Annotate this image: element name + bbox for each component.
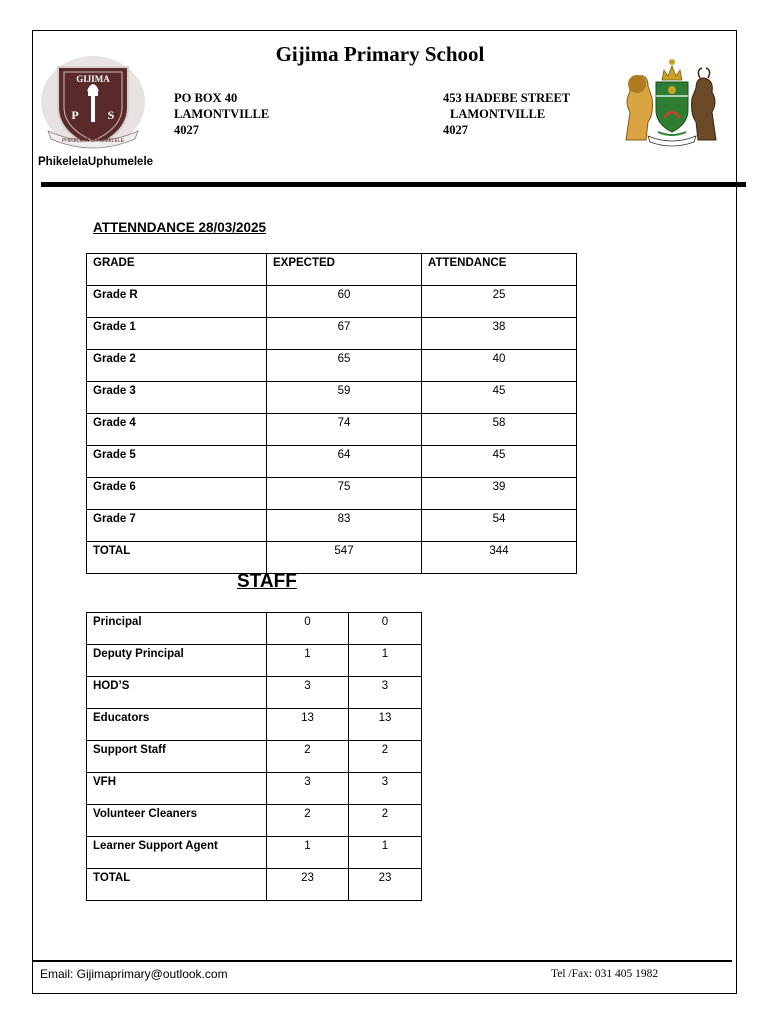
- grade-label: Grade 5: [87, 446, 267, 478]
- table-row: [87, 510, 577, 542]
- staff-present: 13: [349, 709, 422, 741]
- grade-label: Grade R: [87, 286, 267, 318]
- staff-expected: 2: [267, 805, 349, 837]
- table-total-row: [87, 869, 422, 901]
- table-total-row: [87, 542, 577, 574]
- wildebeest-icon: [692, 68, 717, 140]
- table-row: [87, 677, 422, 709]
- staff-role: Learner Support Agent: [87, 837, 267, 869]
- attendance-table: [86, 253, 577, 574]
- staff-expected: 1: [267, 837, 349, 869]
- coat-of-arms-logo: [618, 52, 724, 148]
- table-row: [87, 478, 577, 510]
- crown-icon: [662, 59, 682, 80]
- attendance-value: 45: [422, 446, 577, 478]
- table-row: [87, 286, 577, 318]
- staff-present-total: 23: [349, 869, 422, 901]
- shield-icon: [656, 82, 688, 132]
- attendance-value: 54: [422, 510, 577, 542]
- staff-expected: 2: [267, 741, 349, 773]
- staff-role: Volunteer Cleaners: [87, 805, 267, 837]
- expected-value: 64: [267, 446, 422, 478]
- attendance-total: 344: [422, 542, 577, 574]
- staff-role: Support Staff: [87, 741, 267, 773]
- table-row: [87, 318, 577, 350]
- grade-label: Grade 6: [87, 478, 267, 510]
- table-row: [87, 837, 422, 869]
- staff-expected: 1: [267, 645, 349, 677]
- attendance-value: 40: [422, 350, 577, 382]
- expected-value: 74: [267, 414, 422, 446]
- grade-label: Grade 3: [87, 382, 267, 414]
- staff-title: STAFF: [237, 571, 297, 592]
- expected-value: 65: [267, 350, 422, 382]
- staff-role: Educators: [87, 709, 267, 741]
- table-row: [87, 382, 577, 414]
- header-expected: EXPECTED: [267, 254, 422, 286]
- expected-value: 75: [267, 478, 422, 510]
- attendance-value: 45: [422, 382, 577, 414]
- staff-present: 3: [349, 677, 422, 709]
- postal-line-3: 4027: [174, 123, 199, 137]
- grade-label: Grade 4: [87, 414, 267, 446]
- attendance-title: ATTENNDANCE 28/03/2025: [93, 220, 267, 235]
- table-row: [87, 414, 577, 446]
- staff-present: 2: [349, 805, 422, 837]
- staff-present: 1: [349, 645, 422, 677]
- school-motto: PhikelelaUphumelele: [38, 156, 154, 168]
- table-row: [87, 613, 422, 645]
- footer-tel-fax: Tel /Fax: 031 405 1982: [551, 968, 659, 980]
- total-label: TOTAL: [87, 542, 267, 574]
- street-line-2: LAMONTVILLE: [450, 107, 546, 121]
- expected-value: 67: [267, 318, 422, 350]
- footer-email: Email: Gijimaprimary@outlook.com: [40, 967, 228, 981]
- street-line-3: 4027: [443, 123, 468, 137]
- staff-table: [86, 612, 422, 901]
- lion-icon: [626, 75, 653, 140]
- street-line-1: 453 HADEBE STREET: [443, 91, 571, 105]
- table-row: [87, 645, 422, 677]
- header-divider: [41, 182, 746, 187]
- street-address: [443, 90, 570, 138]
- staff-expected: 0: [267, 613, 349, 645]
- staff-role: HOD’S: [87, 677, 267, 709]
- expected-value: 59: [267, 382, 422, 414]
- attendance-value: 38: [422, 318, 577, 350]
- table-row: [87, 741, 422, 773]
- postal-address: [174, 90, 269, 138]
- staff-present: 0: [349, 613, 422, 645]
- crest-letter-s: S: [107, 108, 115, 122]
- table-row: [87, 446, 577, 478]
- table-row: [87, 773, 422, 805]
- postal-line-1: PO BOX 40: [174, 91, 238, 105]
- table-row: [87, 709, 422, 741]
- staff-role: Principal: [87, 613, 267, 645]
- table-row: [87, 350, 577, 382]
- staff-expected: 13: [267, 709, 349, 741]
- crest-banner-text: PHIKELELA UPHUMELELE: [61, 138, 125, 144]
- expected-total: 547: [267, 542, 422, 574]
- expected-value: 83: [267, 510, 422, 542]
- staff-expected: 3: [267, 773, 349, 805]
- staff-present: 2: [349, 741, 422, 773]
- footer-divider: [32, 960, 732, 962]
- staff-expected: 3: [267, 677, 349, 709]
- expected-value: 60: [267, 286, 422, 318]
- header-grade: GRADE: [87, 254, 267, 286]
- staff-expected-total: 23: [267, 869, 349, 901]
- attendance-value: 58: [422, 414, 577, 446]
- grade-label: Grade 7: [87, 510, 267, 542]
- attendance-value: 39: [422, 478, 577, 510]
- attendance-value: 25: [422, 286, 577, 318]
- staff-present: 3: [349, 773, 422, 805]
- school-crest-logo: [40, 55, 146, 151]
- staff-total-label: TOTAL: [87, 869, 267, 901]
- crest-letter-p: P: [71, 108, 79, 122]
- crest-top-text: GIJIMA: [76, 74, 110, 84]
- grade-label: Grade 2: [87, 350, 267, 382]
- staff-role: VFH: [87, 773, 267, 805]
- school-name: Gijima Primary School: [275, 42, 485, 66]
- postal-line-2: LAMONTVILLE: [174, 107, 270, 121]
- table-header-row: [87, 254, 577, 286]
- header-attendance: ATTENDANCE: [422, 254, 577, 286]
- staff-present: 1: [349, 837, 422, 869]
- grade-label: Grade 1: [87, 318, 267, 350]
- staff-role: Deputy Principal: [87, 645, 267, 677]
- table-row: [87, 805, 422, 837]
